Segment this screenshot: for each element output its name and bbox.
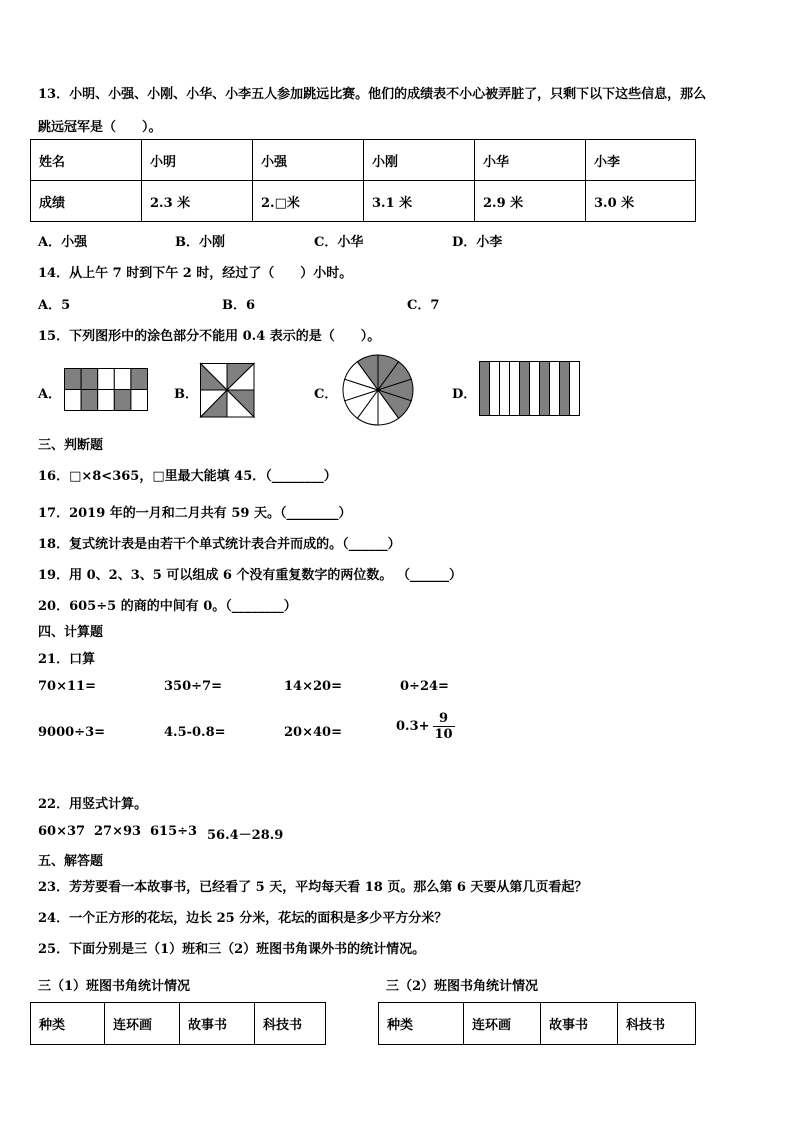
- figure-b-square: [200, 363, 255, 418]
- table-header-row: [31, 1003, 326, 1045]
- q18-text: 18．复式统计表是由若干个单式统计表合并而成的。（______）: [38, 537, 401, 552]
- section-heading-judgment: 三、判断题: [38, 438, 104, 453]
- shaded-strip: [480, 362, 490, 416]
- section-heading-calc: 四、计算题: [38, 625, 104, 640]
- table2-title: 三（2）班图书角统计情况: [386, 979, 539, 994]
- cell: [98, 369, 115, 390]
- class2-book-table: [378, 1002, 696, 1045]
- shaded-strip: [560, 362, 570, 416]
- q23-text: 23．芳芳要看一本故事书，已经看了 5 天，平均每天看 18 页。那么第 6 天要从第几页看起？: [38, 880, 588, 895]
- fraction-numerator: 9: [433, 711, 455, 727]
- shaded-strip: [520, 362, 530, 416]
- table-cell: 小刚: [364, 140, 475, 181]
- table1-title: 三（1）班图书角统计情况: [38, 979, 191, 994]
- q15-text: 15．下列图形中的涂色部分不能用 0.4 表示的是（ ）。: [38, 329, 381, 344]
- q22-item: 27×93: [94, 824, 142, 839]
- shaded-strip: [540, 362, 550, 416]
- table-cell: 小强: [253, 140, 364, 181]
- table-cell: 姓名: [31, 140, 142, 181]
- table-cell: 3.1 米: [364, 181, 475, 222]
- shaded-cell: [131, 369, 148, 390]
- q25-text: 25．下面分别是三（1）班和三（2）班图书角课外书的统计情况。: [38, 942, 426, 957]
- class1-book-table: [30, 1002, 326, 1045]
- table-cell: 小华: [475, 140, 586, 181]
- table-cell: 小李: [586, 140, 696, 181]
- q22-item: 56.4－28.9: [207, 828, 284, 843]
- q21-item: 70×11=: [38, 679, 96, 694]
- q13-text-line1: 13．小明、小强、小刚、小华、小李五人参加跳远比赛。他们的成绩表不小心被弄脏了，只剩下以下这些信息，那么: [38, 87, 707, 102]
- strip: [570, 362, 580, 416]
- q13-option-a[interactable]: A．小强: [38, 235, 88, 250]
- cell: [98, 390, 115, 411]
- q13-text-line2: 跳远冠军是（ ）。: [38, 120, 162, 135]
- table-cell: 种类: [31, 1003, 105, 1045]
- strip: [510, 362, 520, 416]
- q15-option-d-label[interactable]: D．: [452, 387, 477, 402]
- table-cell: 科技书: [618, 1003, 696, 1045]
- figure-a-grid: [64, 368, 148, 412]
- q16-text: 16．□×8<365，□里最大能填 45．（________）: [38, 469, 337, 484]
- q19-text: 19．用 0、2、3、5 可以组成 6 个没有重复数字的两位数。 （______）: [38, 568, 462, 583]
- table-cell: 故事书: [541, 1003, 618, 1045]
- table-row: [31, 181, 696, 222]
- q13-option-b[interactable]: B．小刚: [175, 235, 225, 250]
- fraction: [433, 711, 455, 742]
- table-cell: 2.□米: [253, 181, 364, 222]
- q20-text: 20．605÷5 的商的中间有 0。（________）: [38, 599, 297, 614]
- q13-score-table: [30, 139, 696, 222]
- cell: [131, 390, 148, 411]
- q22-item: 60×37: [38, 824, 86, 839]
- strip: [500, 362, 510, 416]
- q17-text: 17．2019 年的一月和二月共有 59 天。（________）: [38, 506, 352, 521]
- table-cell: 种类: [379, 1003, 464, 1045]
- shaded-cell: [114, 390, 131, 411]
- table-cell: 3.0 米: [586, 181, 696, 222]
- table-cell: 2.3 米: [142, 181, 253, 222]
- cell: [65, 390, 82, 411]
- shaded-cell: [81, 390, 98, 411]
- q24-text: 24．一个正方形的花坛，边长 25 分米，花坛的面积是多少平方分米？: [38, 911, 448, 926]
- strip: [490, 362, 500, 416]
- q22-title: 22．用竖式计算。: [38, 797, 148, 812]
- fraction-denominator: 10: [434, 727, 453, 742]
- q21-item: 350÷7=: [164, 679, 222, 694]
- figure-c-circle: [342, 354, 415, 427]
- q13-option-d[interactable]: D．小李: [452, 235, 503, 250]
- q13-option-c[interactable]: C．小华: [314, 235, 364, 250]
- q22-item: 615÷3: [150, 824, 198, 839]
- table-cell: 连环画: [464, 1003, 541, 1045]
- shaded-cell: [81, 369, 98, 390]
- q21-item: 14×20=: [284, 679, 342, 694]
- strip: [550, 362, 560, 416]
- q14-text: 14．从上午 7 时到下午 2 时，经过了（ ）小时。: [38, 266, 353, 281]
- cell: [114, 369, 131, 390]
- table-header-row: [379, 1003, 696, 1045]
- q15-option-c-label[interactable]: C．: [314, 387, 338, 402]
- table-cell: 故事书: [180, 1003, 255, 1045]
- section-heading-solve: 五、解答题: [38, 854, 104, 869]
- strip: [530, 362, 540, 416]
- table-cell: 2.9 米: [475, 181, 586, 222]
- q15-option-b-label[interactable]: B．: [174, 387, 198, 402]
- q21-item: 4.5-0.8=: [164, 725, 226, 740]
- q15-option-a-label[interactable]: A．: [38, 387, 62, 402]
- q14-option-b[interactable]: B．6: [222, 298, 256, 313]
- table-cell: 连环画: [105, 1003, 180, 1045]
- table-cell: 科技书: [255, 1003, 326, 1045]
- shaded-cell: [65, 369, 82, 390]
- table-cell: 成绩: [31, 181, 142, 222]
- q21-item-fraction: [396, 711, 455, 742]
- q14-option-a[interactable]: A．5: [38, 298, 71, 313]
- q21-title: 21．口算: [38, 652, 96, 667]
- table-cell: 小明: [142, 140, 253, 181]
- q21-item: 9000÷3=: [38, 725, 106, 740]
- table-header-row: [31, 140, 696, 181]
- figure-d-strips: [479, 361, 580, 417]
- q21-item: 0÷24=: [400, 679, 449, 694]
- q21-item: 20×40=: [284, 725, 342, 740]
- q14-option-c[interactable]: C．7: [407, 298, 440, 313]
- q21-fraction-prefix: 0.3+: [396, 719, 430, 734]
